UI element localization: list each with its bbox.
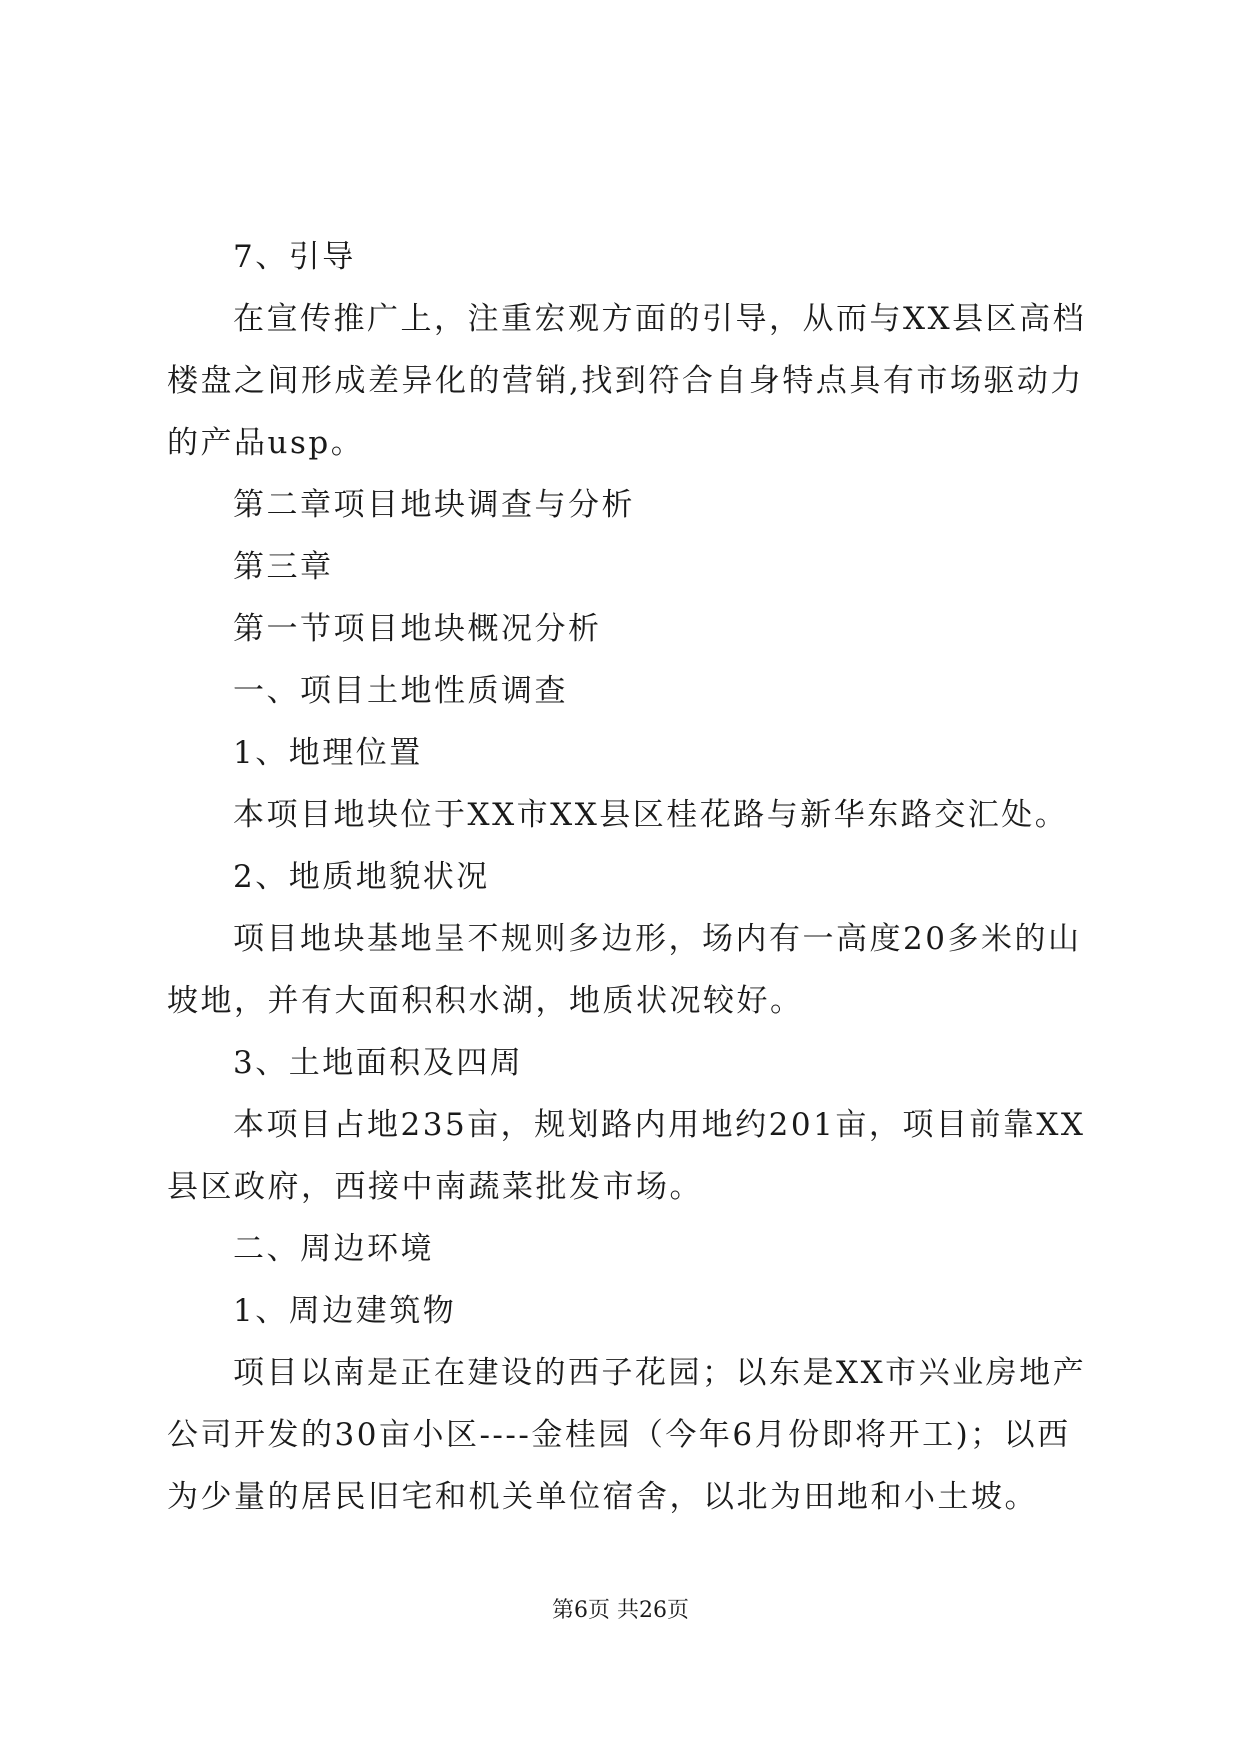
page-number-footer: 第6页 共26页 (552, 1598, 689, 1623)
paragraph-geology: 项目地块基地呈不规则多边形，场内有一高度20多米的山坡地，并有大面积积水湖，地质状况较好。 (167, 921, 1082, 1019)
heading-land-area: 3、土地面积及四周 (233, 1045, 524, 1081)
heading-geology: 2、地质地貌状况 (233, 859, 490, 895)
paragraph-buildings: 项目以南是正在建设的西子花园；以东是XX市兴业房地产公司开发的30亩小区----金桂园（今年6月份即将开工)；以西为少量的居民旧宅和机关单位宿舍，以北为田地和小土坡。 (167, 1355, 1087, 1515)
heading-location: 1、地理位置 (233, 735, 423, 771)
chapter-two-title: 第二章项目地块调查与分析 (233, 487, 635, 523)
section-one-title: 第一节项目地块概况分析 (233, 611, 602, 647)
heading-buildings: 1、周边建筑物 (233, 1293, 457, 1329)
paragraph-land-area: 本项目占地235亩，规划路内用地约201亩，项目前靠XX县区政府，西接中南蔬菜批发市场。 (167, 1107, 1086, 1205)
paragraph-location: 本项目地块位于XX市XX县区桂花路与新华东路交汇处。 (233, 797, 1069, 833)
chapter-three-title: 第三章 (233, 549, 334, 585)
heading-land-survey: 一、项目土地性质调查 (233, 673, 568, 709)
document-body (167, 226, 1087, 1528)
heading-guidance: 7、引导 (233, 239, 356, 275)
heading-surroundings: 二、周边环境 (233, 1231, 434, 1267)
paragraph-promotion: 在宣传推广上，注重宏观方面的引导，从而与XX县区高档楼盘之间形成差异化的营销,找到符合自身特点具有市场驱动力的产品usp。 (167, 301, 1087, 461)
